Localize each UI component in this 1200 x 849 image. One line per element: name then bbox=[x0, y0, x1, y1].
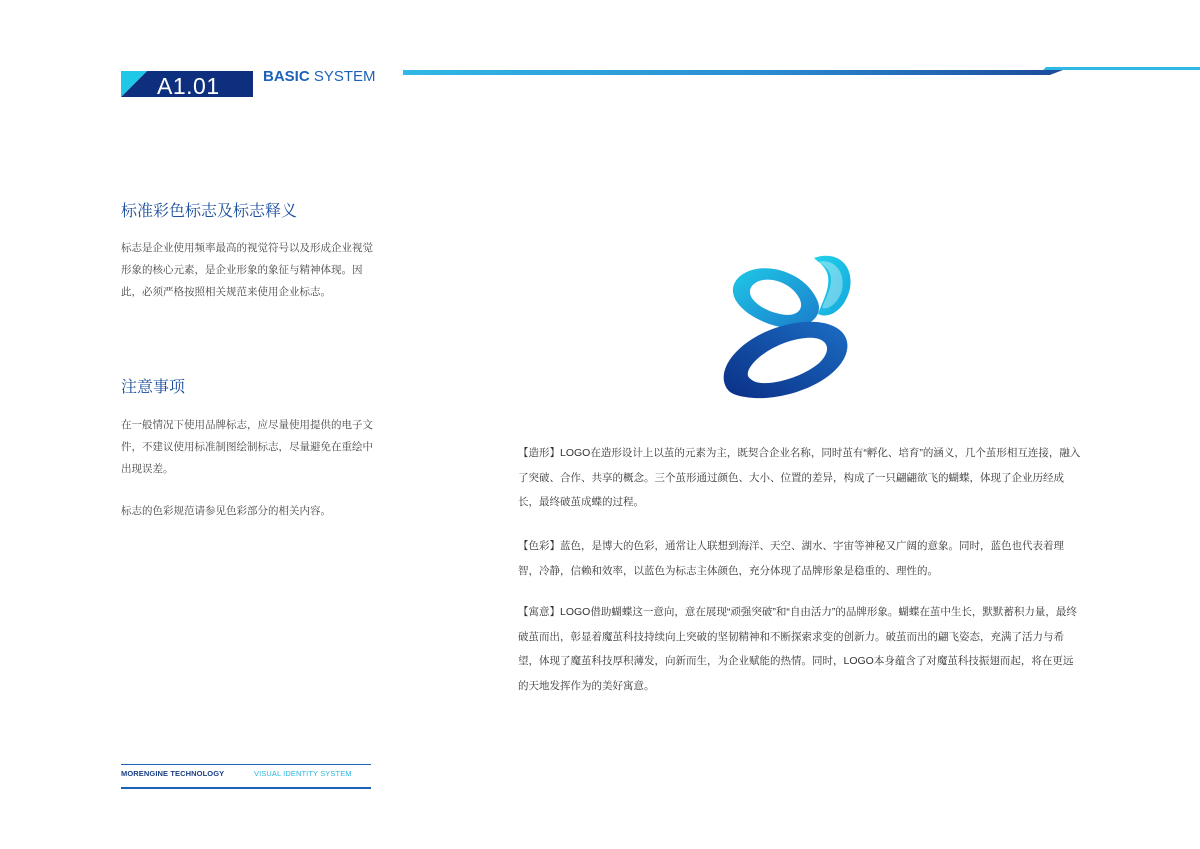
header-title-bold: BASIC bbox=[263, 68, 310, 85]
notes-text: 在一般情况下使用品牌标志，应尽量使用提供的电子文件，不建议使用标准制图绘制标志，尽量避免在重绘中出现误差。 bbox=[121, 419, 373, 475]
color-reference-text: 标志的色彩规范请参见色彩部分的相关内容。 bbox=[121, 505, 331, 517]
header-title-rest: SYSTEM bbox=[309, 68, 376, 85]
footer-bottom-divider bbox=[121, 787, 371, 789]
header-gradient-line bbox=[403, 70, 1063, 75]
heading-notes: 注意事项 bbox=[121, 379, 186, 396]
logo-description-text: 标志是企业使用频率最高的视觉符号以及形成企业视觉形象的核心元素，是企业形象的象征与精神体现。因此，必须严格按照相关规范来使用企业标志。 bbox=[121, 242, 373, 298]
header-title bbox=[263, 68, 376, 86]
section-code-badge bbox=[121, 71, 253, 97]
heading-standard-logo: 标准彩色标志及标志释义 bbox=[121, 203, 298, 220]
footer-system-name: VISUAL IDENTITY SYSTEM bbox=[254, 769, 352, 778]
footer-company-name: MORENGINE TECHNOLOGY bbox=[121, 769, 225, 778]
badge-cyan-triangle bbox=[121, 71, 147, 97]
meaning-explanation-text: 【寓意】LOGO借助蝴蝶这一意向，意在展现“顽强突破”和“自由活力”的品牌形象。蝴蝶在茧中生长，默默蓄积力量，最终破茧而出，彰显着魔茧科技持续向上突破的坚韧精神和不断探索求变的创新力。破茧而出的翩飞姿态，充满了活力与希望，体现了魔茧科技厚积薄发，向新而生，为企业赋能的热情。同时，LOGO本身蕴含了对魔茧科技振翅而起，将在更远的天地发挥作为的美好寓意。 bbox=[518, 606, 1077, 692]
color-explanation-text: 【色彩】蓝色，是博大的色彩，通常让人联想到海洋、天空、湖水、宇宙等神秘又广阔的意象。同时，蓝色也代表着理智，冷静，信赖和效率，以蓝色为标志主体颜色，充分体现了品牌形象是稳重的、理性的。 bbox=[518, 540, 1064, 577]
shape-explanation-text: 【造形】LOGO在造形设计上以茧的元素为主，既契合企业名称，同时茧有“孵化、培育”的涵义，几个茧形相互连接，融入了突破、合作、共享的概念。三个茧形通过颜色、大小、位置的差异，构成了一只翩翩欲飞的蝴蝶，体现了企业历经成长，最终破茧成蝶的过程。 bbox=[518, 447, 1081, 508]
header-accent-line bbox=[1043, 67, 1200, 70]
butterfly-logo-icon bbox=[718, 250, 858, 400]
section-code: A1.01 bbox=[157, 73, 220, 99]
footer-top-divider bbox=[121, 764, 371, 765]
